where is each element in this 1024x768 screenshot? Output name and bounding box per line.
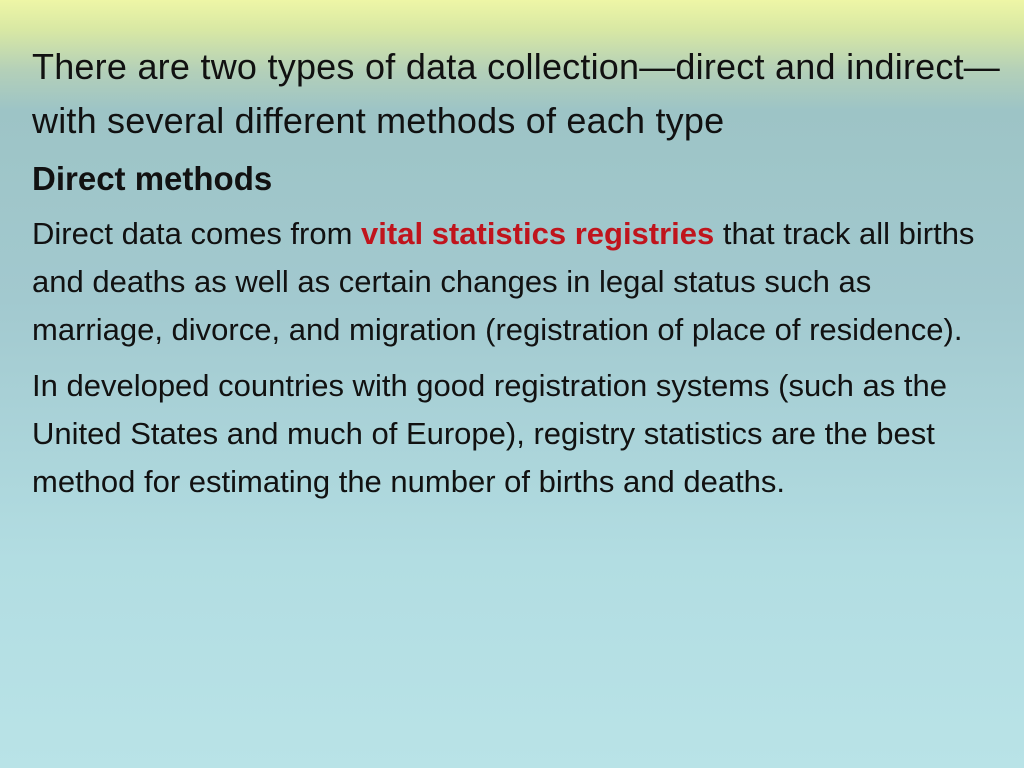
developed-countries-paragraph: In developed countries with good registration systems (such as the United States and much of Europe), registry statistics are the best method for estimating the number of births and deaths. xyxy=(32,368,947,499)
paragraph-text-before: Direct data comes from xyxy=(32,216,362,251)
section-heading: Direct methods xyxy=(32,160,273,197)
intro-text: There are two types of data collection—direct and indirect—with several different methods of each type xyxy=(32,46,1000,141)
paragraph-text-after: that track all births and deaths as well as certain changes in legal status such as marriage, divorce, and migration (registration of place of residence). xyxy=(32,216,975,347)
slide-content xyxy=(32,40,1000,506)
highlighted-term: vital statistics registries xyxy=(361,216,715,251)
direct-data-paragraph xyxy=(32,210,1000,354)
